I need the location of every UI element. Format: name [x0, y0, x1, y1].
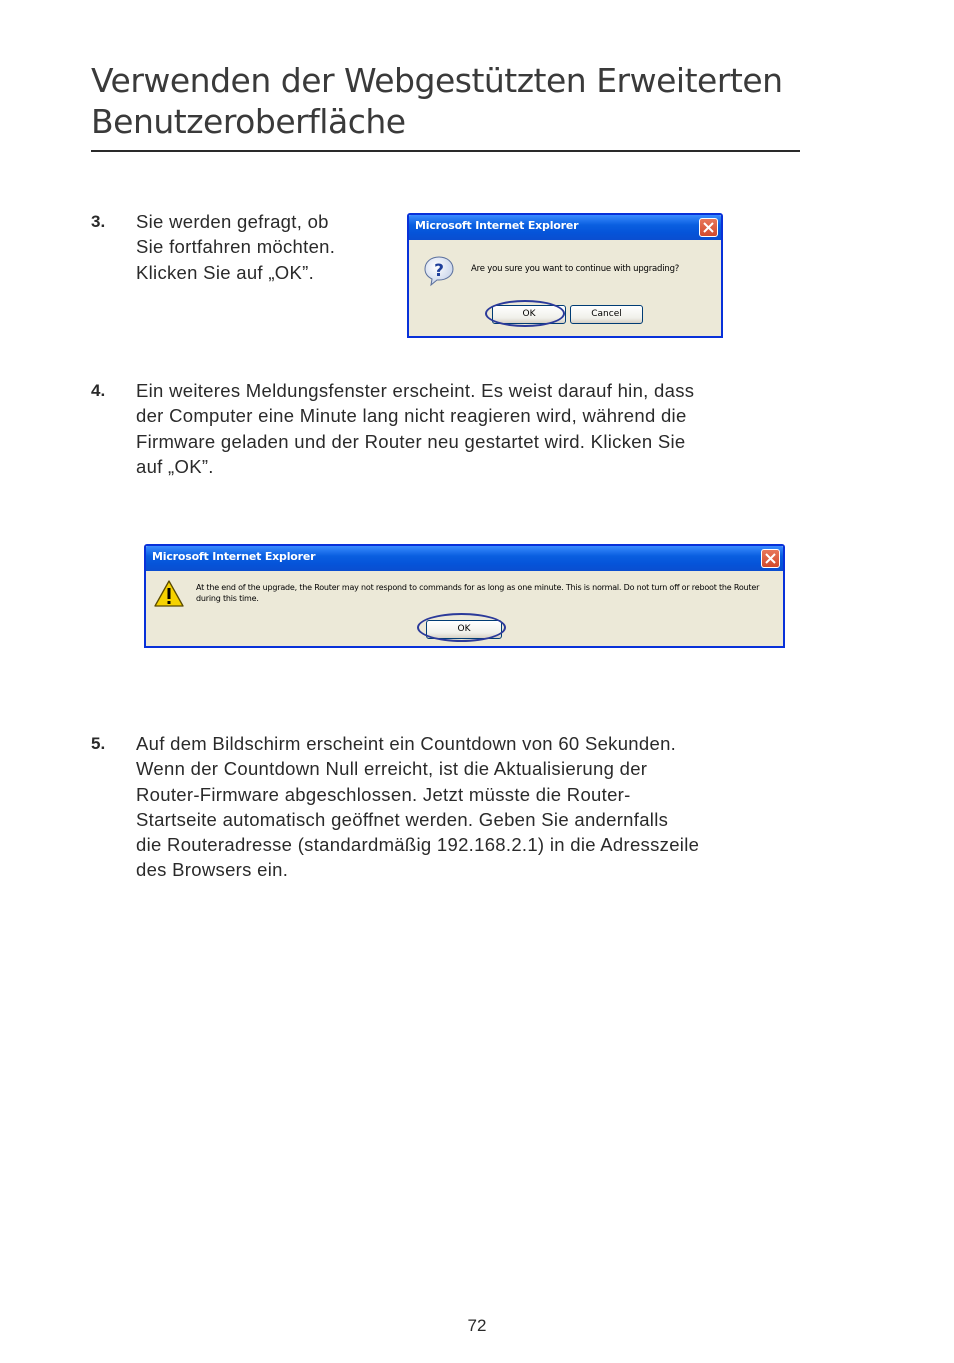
close-icon[interactable]	[699, 218, 718, 237]
step-5-line: Startseite automatisch geöffnet werden. Geben Sie andernfalls	[136, 808, 669, 830]
step-3-line: Klicken Sie auf „OK”.	[136, 261, 315, 283]
ok-button[interactable]: OK	[492, 305, 566, 324]
page-number: 72	[467, 1316, 487, 1335]
warning-message-line: At the end of the upgrade, the Router may not respond to commands for as long as one minute. This is normal. Do not turn off or reboot the Router	[196, 583, 760, 592]
step-4-number: 4.	[91, 381, 106, 400]
page-title-line-2: Benutzeroberfläche	[91, 102, 406, 141]
confirm-dialog-message: Are you sure you want to continue with upgrading?	[471, 264, 680, 274]
step-5-text	[136, 731, 699, 883]
warning-dialog	[144, 544, 785, 648]
step-4-line: auf „OK”.	[136, 455, 214, 477]
step-5-number: 5.	[91, 734, 106, 753]
step-5-line: Router-Firmware abgeschlossen. Jetzt müsste die Router-	[136, 783, 631, 805]
step-4-line: Firmware geladen und der Router neu gestartet wird. Klicken Sie	[136, 430, 686, 452]
step-5-line: Wenn der Countdown Null erreicht, ist die Aktualisierung der	[136, 758, 648, 780]
cancel-button[interactable]: Cancel	[570, 305, 643, 324]
step-4-line: Ein weiteres Meldungsfenster erscheint. Es weist darauf hin, dass	[136, 380, 695, 401]
question-icon	[423, 255, 455, 287]
page-title	[91, 60, 811, 142]
ok-highlight-oval	[417, 613, 506, 642]
warning-dialog-message	[196, 582, 759, 604]
step-5-line: die Routeradresse (standardmäßig 192.168.2.1) in die Adresszeile	[136, 834, 700, 856]
title-divider	[91, 150, 800, 152]
step-3-text	[136, 209, 335, 285]
warning-dialog-titlebar	[146, 546, 783, 571]
svg-text:?: ?	[434, 261, 444, 281]
warning-message-line: during this time.	[196, 594, 259, 603]
ok-button[interactable]: OK	[426, 620, 502, 639]
step-3-line: Sie werden gefragt, ob	[136, 211, 329, 232]
confirm-dialog-titlebar	[409, 215, 721, 240]
step-4-line: der Computer eine Minute lang nicht reagieren wird, während die	[136, 405, 687, 427]
confirm-dialog	[407, 213, 723, 338]
step-5-line: des Browsers ein.	[136, 859, 289, 881]
step-5-line: Auf dem Bildschirm erscheint ein Countdown von 60 Sekunden.	[136, 733, 677, 754]
ok-highlight-oval	[485, 300, 565, 327]
confirm-dialog-title: Microsoft Internet Explorer	[415, 219, 579, 232]
close-icon[interactable]	[761, 549, 780, 568]
step-4-text	[136, 378, 694, 479]
page-title-line-1: Verwenden der Webgestützten Erweiterten	[91, 61, 783, 100]
warning-dialog-title: Microsoft Internet Explorer	[152, 550, 316, 563]
step-3-line: Sie fortfahren möchten.	[136, 236, 336, 258]
warning-icon	[154, 580, 184, 607]
step-3-number: 3.	[91, 212, 106, 231]
